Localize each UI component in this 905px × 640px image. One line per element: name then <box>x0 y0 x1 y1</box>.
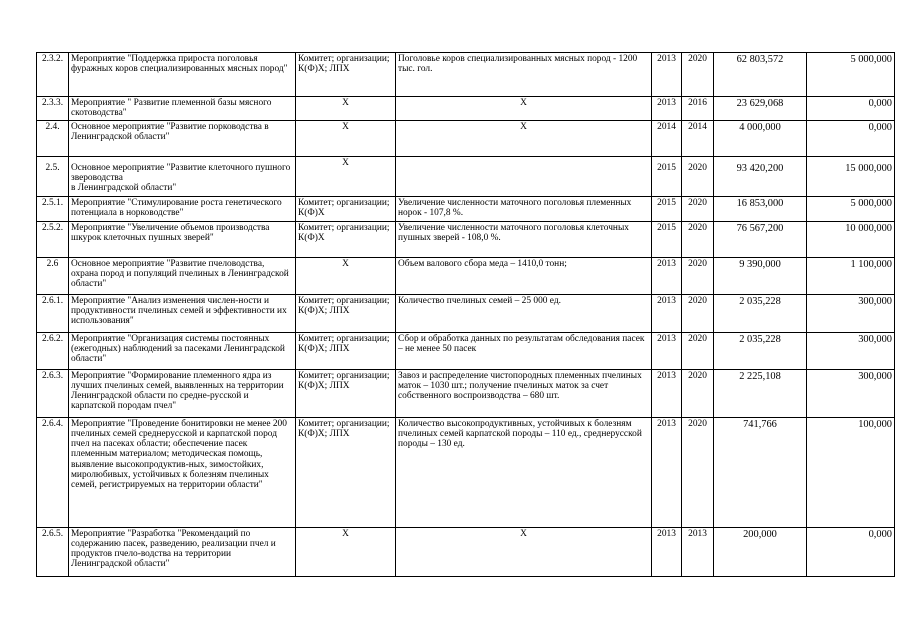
total-amount: 76 567,200 <box>714 222 807 258</box>
start-year: 2015 <box>652 222 682 258</box>
row-number: 2.6.1. <box>37 295 69 333</box>
start-year: 2013 <box>652 97 682 121</box>
funding-amount: 0,000 <box>807 528 895 577</box>
total-amount: 62 803,572 <box>714 53 807 97</box>
funding-amount: 300,000 <box>807 295 895 333</box>
row-number: 2.6.3. <box>37 370 69 418</box>
measure-name: Мероприятие "Разработка "Рекомендаций по содержанию пасек, разведению, реализации пчел и продуктов пчело-водства на территории Ленинградской области" <box>69 528 296 577</box>
executor: Х <box>296 528 396 577</box>
start-year: 2015 <box>652 157 682 197</box>
table-row <box>37 295 895 333</box>
executor: Комитет; организации; К(Ф)Х <box>296 222 396 258</box>
program-table <box>36 52 895 577</box>
end-year: 2020 <box>682 333 714 370</box>
end-year: 2020 <box>682 53 714 97</box>
start-year: 2013 <box>652 333 682 370</box>
end-year: 2013 <box>682 528 714 577</box>
row-number: 2.3.2. <box>37 53 69 97</box>
start-year: 2013 <box>652 370 682 418</box>
executor: Комитет; организации; К(Ф)Х; ЛПХ <box>296 295 396 333</box>
start-year: 2013 <box>652 258 682 295</box>
table-row <box>37 258 895 295</box>
funding-amount: 100,000 <box>807 418 895 528</box>
funding-amount: 5 000,000 <box>807 53 895 97</box>
table-row <box>37 53 895 97</box>
indicator: Объем валового сбора меда – 1410,0 тонн; <box>396 258 652 295</box>
start-year: 2013 <box>652 53 682 97</box>
funding-amount: 5 000,000 <box>807 197 895 222</box>
indicator: Увеличение численности маточного поголовья племенных норок - 107,8 %. <box>396 197 652 222</box>
start-year: 2015 <box>652 197 682 222</box>
measure-name: Основное мероприятие "Развитие порководства в Ленинградской области" <box>69 121 296 157</box>
executor: Комитет; организации; К(Ф)Х <box>296 197 396 222</box>
row-number: 2.3.3. <box>37 97 69 121</box>
executor: Х <box>296 97 396 121</box>
end-year: 2020 <box>682 418 714 528</box>
funding-amount: 300,000 <box>807 333 895 370</box>
row-number: 2.5.2. <box>37 222 69 258</box>
measure-name: Мероприятие "Увеличение объемов производства шкурок клеточных пушных зверей" <box>69 222 296 258</box>
measure-name: Основное мероприятие "Развитие клеточного пушного звероводства в Ленинградской области" <box>69 157 296 197</box>
funding-amount: 0,000 <box>807 97 895 121</box>
total-amount: 93 420,200 <box>714 157 807 197</box>
funding-amount: 1 100,000 <box>807 258 895 295</box>
indicator: Поголовье коров специализированных мясных пород - 1200 тыс. гол. <box>396 53 652 97</box>
end-year: 2020 <box>682 258 714 295</box>
indicator: Х <box>396 121 652 157</box>
table-row <box>37 197 895 222</box>
end-year: 2020 <box>682 197 714 222</box>
measure-name: Мероприятие "Стимулирование роста генетического потенциала в норководстве" <box>69 197 296 222</box>
indicator: Завоз и распределение чистопородных племенных пчелиных маток – 1030 шт.; получение пчелиных маток за счет собственного воспроизводства – 680 шт. <box>396 370 652 418</box>
total-amount: 741,766 <box>714 418 807 528</box>
executor: Комитет; организации; К(Ф)Х; ЛПХ <box>296 53 396 97</box>
executor: Комитет; организации; К(Ф)Х; ЛПХ <box>296 370 396 418</box>
funding-amount: 10 000,000 <box>807 222 895 258</box>
funding-amount: 15 000,000 <box>807 157 895 197</box>
measure-name: Мероприятие "Организация системы постоянных (ежегодных) наблюдений за пасеками Ленинградской области" <box>69 333 296 370</box>
row-number: 2.6.4. <box>37 418 69 528</box>
table-row <box>37 418 895 528</box>
measure-name: Мероприятие "Формирование племенного ядра из лучших пчелиных семей, выявленных на территории Ленинградской области по средне-русской и карпатской породам пчел" <box>69 370 296 418</box>
table-row <box>37 370 895 418</box>
row-number: 2.5. <box>37 157 69 197</box>
measure-name: Мероприятие "Проведение бонитировки не менее 200 пчелиных семей среднерусской и карпатской пород пчел на пасеках области; обеспечение пасек племенным материалом; методическая помощь, выявление высокопродуктив-ных, зимостойких, миролюбивых, устойчивых к болезням пчелиных семей, регистрируемых на территории области" <box>69 418 296 528</box>
total-amount: 2 035,228 <box>714 295 807 333</box>
funding-amount: 0,000 <box>807 121 895 157</box>
total-amount: 9 390,000 <box>714 258 807 295</box>
end-year: 2016 <box>682 97 714 121</box>
indicator: Х <box>396 97 652 121</box>
total-amount: 16 853,000 <box>714 197 807 222</box>
total-amount: 4 000,000 <box>714 121 807 157</box>
start-year: 2013 <box>652 295 682 333</box>
total-amount: 2 035,228 <box>714 333 807 370</box>
measure-name: Мероприятие " Развитие племенной базы мясного скотоводства" <box>69 97 296 121</box>
total-amount: 23 629,068 <box>714 97 807 121</box>
indicator: Количество высокопродуктивных, устойчивых к болезням пчелиных семей карпатской породы – 110 ед., среднерусской породы – 130 ед. <box>396 418 652 528</box>
measure-name: Мероприятие "Анализ изменения числен-ности и продуктивности пчелиных семей и эффективности их использования" <box>69 295 296 333</box>
start-year: 2014 <box>652 121 682 157</box>
total-amount: 2 225,108 <box>714 370 807 418</box>
executor: Х <box>296 157 396 197</box>
table-row <box>37 97 895 121</box>
table-row <box>37 528 895 577</box>
indicator: Х <box>396 528 652 577</box>
row-number: 2.6.5. <box>37 528 69 577</box>
executor: Комитет; организации; К(Ф)Х; ЛПХ <box>296 333 396 370</box>
executor: Х <box>296 121 396 157</box>
row-number: 2.5.1. <box>37 197 69 222</box>
indicator <box>396 157 652 197</box>
measure-name: Мероприятие "Поддержка прироста поголовья фуражных коров специализированных мясных пород" <box>69 53 296 97</box>
executor: Комитет; организации; К(Ф)Х; ЛПХ <box>296 418 396 528</box>
row-number: 2.4. <box>37 121 69 157</box>
indicator: Увеличение численности маточного поголовья клеточных пушных зверей - 108,0 %. <box>396 222 652 258</box>
indicator: Количество пчелиных семей – 25 000 ед. <box>396 295 652 333</box>
funding-amount: 300,000 <box>807 370 895 418</box>
total-amount: 200,000 <box>714 528 807 577</box>
indicator: Сбор и обработка данных по результатам обследования пасек – не менее 50 пасек <box>396 333 652 370</box>
table-row <box>37 121 895 157</box>
measure-name: Основное мероприятие "Развитие пчеловодства, охрана пород и популяций пчелиных в Ленинградской области" <box>69 258 296 295</box>
start-year: 2013 <box>652 418 682 528</box>
end-year: 2020 <box>682 370 714 418</box>
executor: Х <box>296 258 396 295</box>
row-number: 2.6.2. <box>37 333 69 370</box>
end-year: 2014 <box>682 121 714 157</box>
table-row <box>37 157 895 197</box>
start-year: 2013 <box>652 528 682 577</box>
end-year: 2020 <box>682 157 714 197</box>
table-row <box>37 333 895 370</box>
table-row <box>37 222 895 258</box>
end-year: 2020 <box>682 295 714 333</box>
row-number: 2.6 <box>37 258 69 295</box>
end-year: 2020 <box>682 222 714 258</box>
